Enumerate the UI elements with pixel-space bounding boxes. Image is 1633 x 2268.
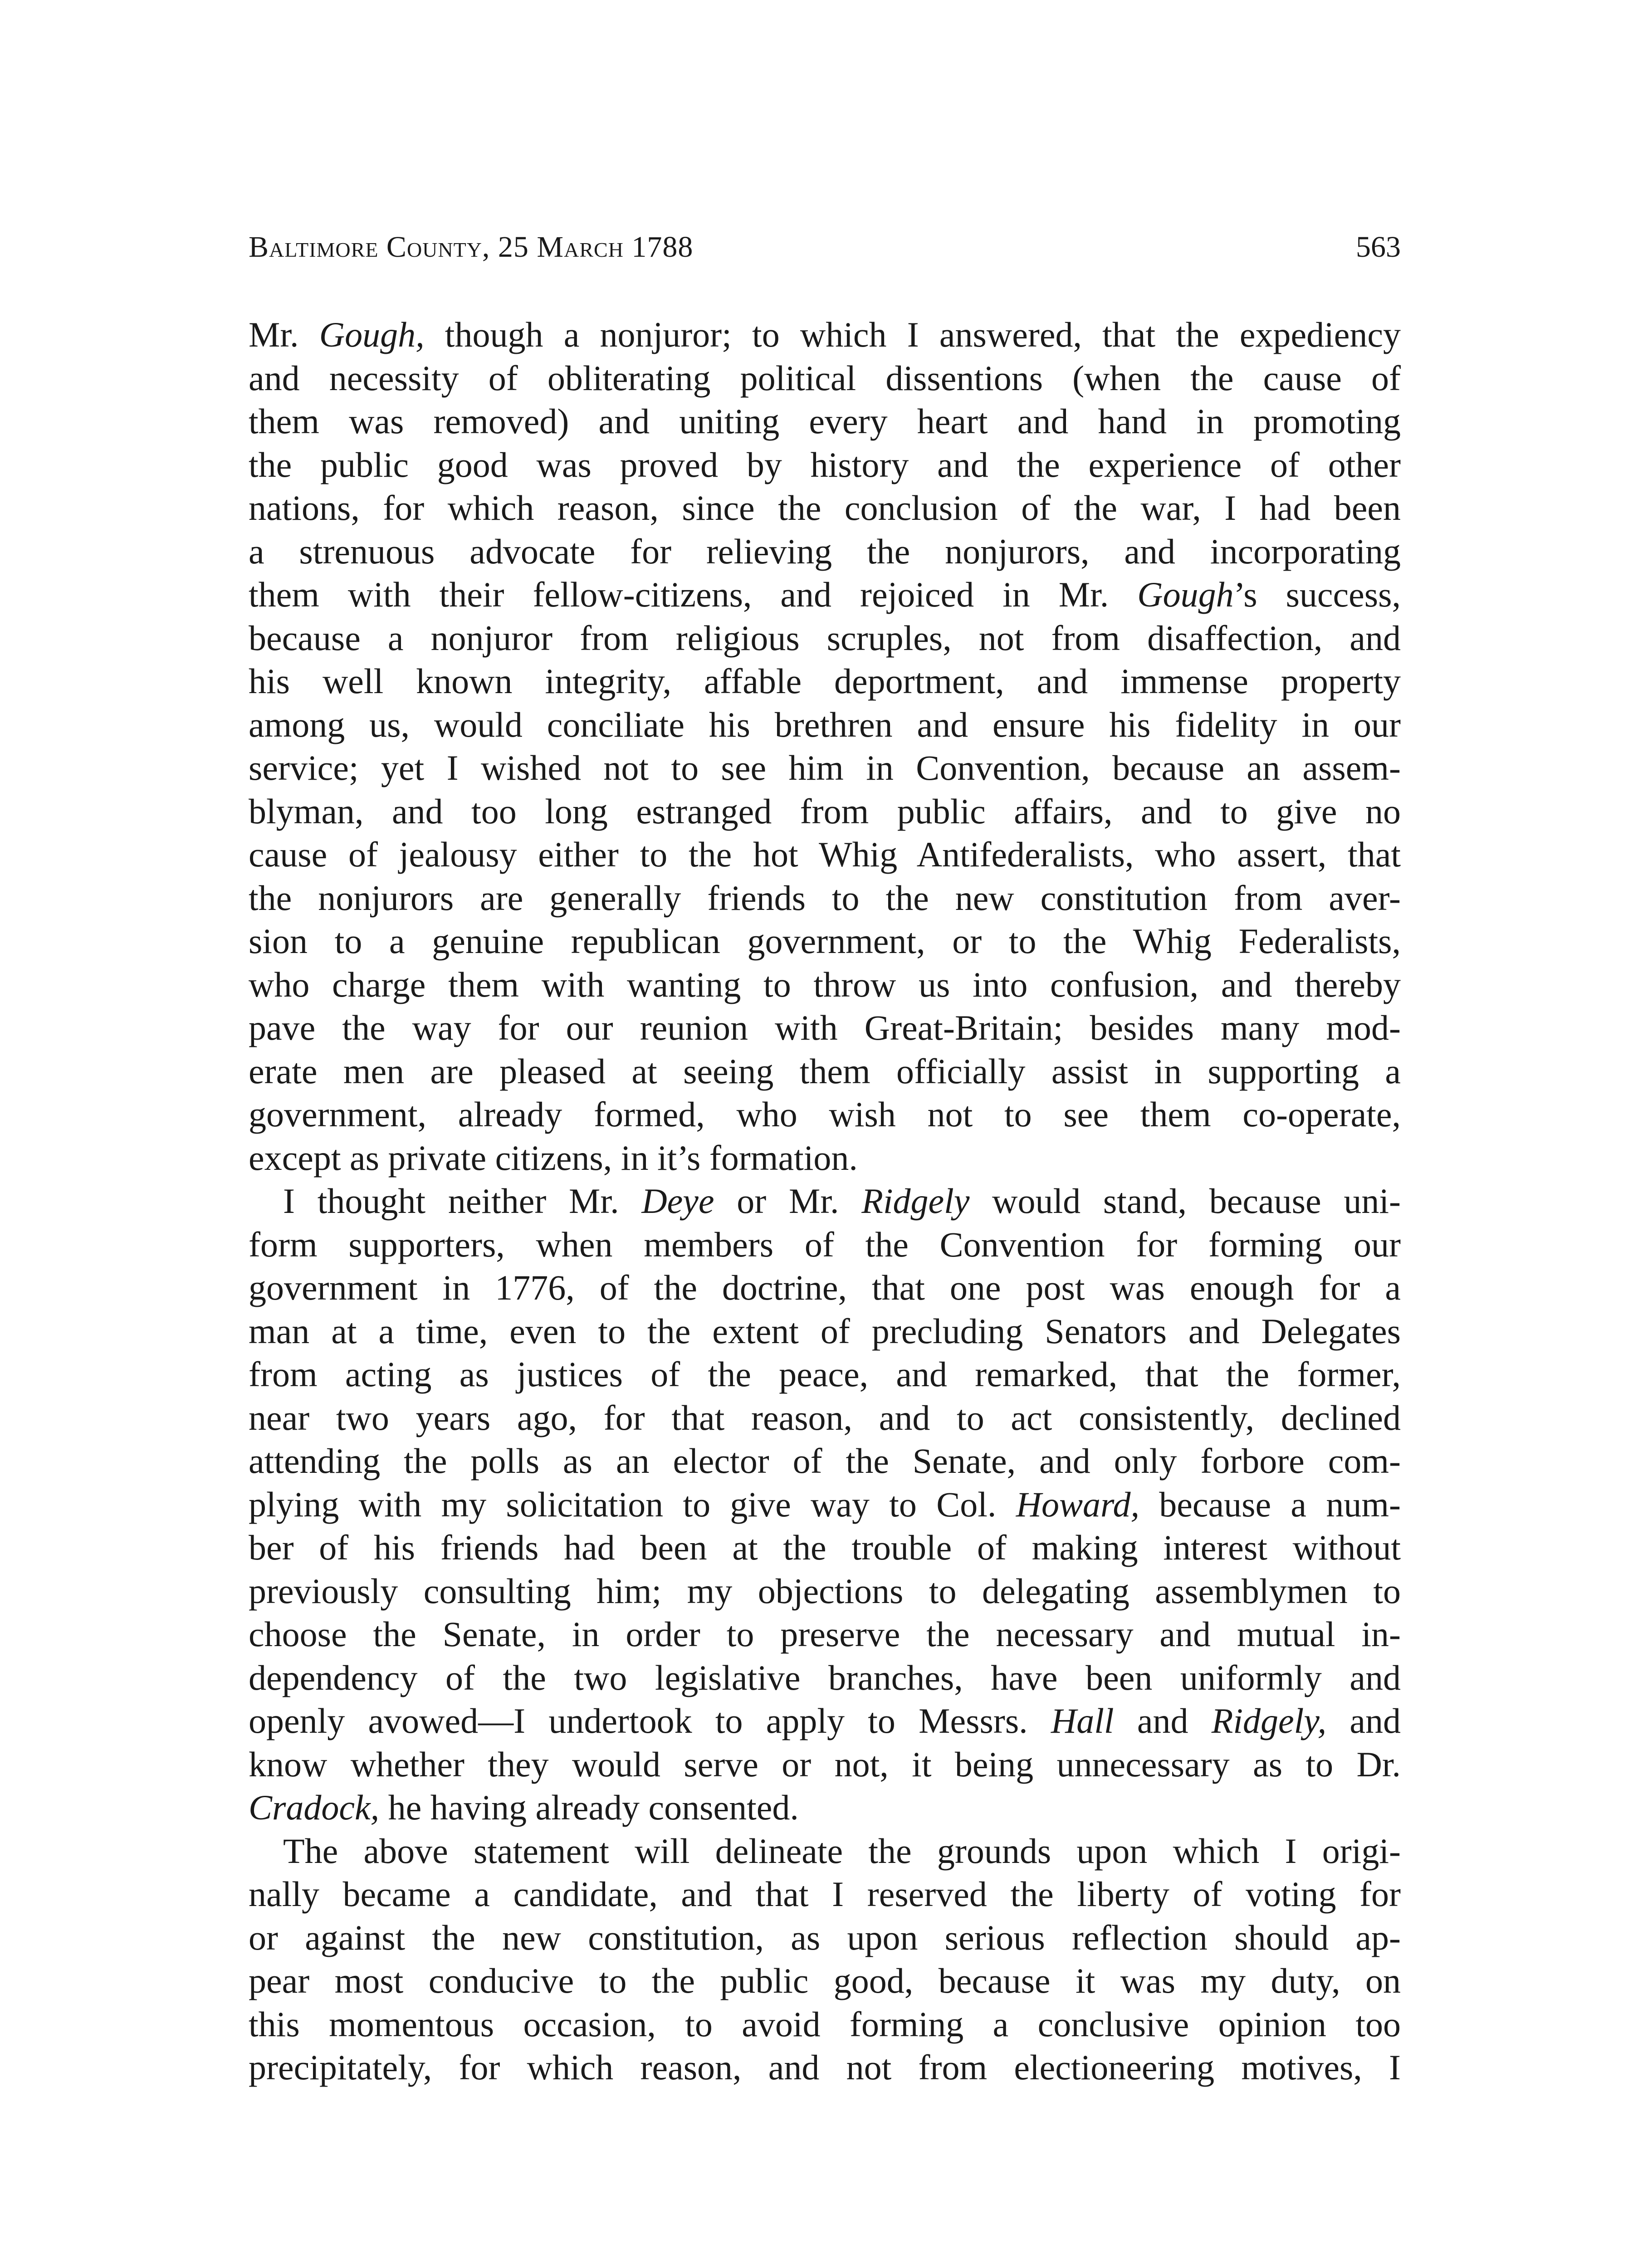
text-line: ber of his friends had been at the trouble of making interest without xyxy=(249,1528,1401,1567)
text-line: erate men are pleased at seeing them officially assist in supporting a xyxy=(249,1051,1401,1091)
text-line: I thought neither Mr. Deye or Mr. Ridgely would stand, because uni- xyxy=(283,1181,1401,1221)
text-line: previously consulting him; my objections to delegating assemblymen to xyxy=(249,1571,1401,1611)
text-line: The above statement will delineate the grounds upon which I origi- xyxy=(283,1831,1401,1871)
text-line: Cradock, he having already consented. xyxy=(249,1788,799,1827)
text-line: because a nonjuror from religious scruples, not from disaffection, and xyxy=(249,618,1401,658)
text-line: near two years ago, for that reason, and to act consistently, declined xyxy=(249,1398,1401,1437)
text-line: openly avowed—I undertook to apply to Messrs. Hall and Ridgely, and xyxy=(249,1701,1401,1740)
text-line: choose the Senate, in order to preserve the necessary and mutual in- xyxy=(249,1614,1401,1654)
text-line: cause of jealousy either to the hot Whig Antifederalists, who assert, that xyxy=(249,835,1401,874)
running-head xyxy=(249,225,1401,270)
text-line: service; yet I wished not to see him in Convention, because an assem- xyxy=(249,748,1401,787)
text-line: the nonjurors are generally friends to the new constitution from aver- xyxy=(249,878,1401,918)
text-line: them with their fellow-citizens, and rejoiced in Mr. Gough’s success, xyxy=(249,575,1401,614)
running-title: Baltimore County, 25 March 1788 xyxy=(249,230,694,264)
text-line: from acting as justices of the peace, and remarked, that the former, xyxy=(249,1354,1401,1394)
text-line: among us, would conciliate his brethren and ensure his fidelity in our xyxy=(249,704,1401,744)
text-line: except as private citizens, in it’s formation. xyxy=(249,1138,858,1178)
text-line: or against the new constitution, as upon serious reflection should ap- xyxy=(249,1917,1401,1957)
text-line: blyman, and too long estranged from public affairs, and to give no xyxy=(249,791,1401,831)
text-line: dependency of the two legislative branches, have been uniformly and xyxy=(249,1657,1401,1697)
text-line: this momentous occasion, to avoid forming a conclusive opinion too xyxy=(249,2004,1401,2044)
text-line: pave the way for our reunion with Great-Britain; besides many mod- xyxy=(249,1008,1401,1047)
text-line: plying with my solicitation to give way to Col. Howard, because a num- xyxy=(249,1484,1401,1524)
text-line: his well known integrity, affable deportment, and immense property xyxy=(249,661,1401,701)
text-line: Mr. Gough, though a nonjuror; to which I answered, that the expediency xyxy=(249,315,1401,354)
page-number: 563 xyxy=(1356,230,1401,264)
text-line: and necessity of obliterating political dissentions (when the cause of xyxy=(249,358,1401,398)
text-line: government, already formed, who wish not to see them co-operate, xyxy=(249,1095,1401,1134)
text-line: know whether they would serve or not, it being unnecessary as to Dr. xyxy=(249,1744,1401,1784)
text-line: the public good was proved by history and the experience of other xyxy=(249,445,1401,484)
text-line: nally became a candidate, and that I reserved the liberty of voting for xyxy=(249,1874,1401,1914)
text-line: government in 1776, of the doctrine, that one post was enough for a xyxy=(249,1268,1401,1307)
text-line: who charge them with wanting to throw us into confusion, and thereby xyxy=(249,964,1401,1004)
text-line: pear most conducive to the public good, because it was my duty, on xyxy=(249,1961,1401,2000)
text-line: nations, for which reason, since the conclusion of the war, I had been xyxy=(249,488,1401,528)
body-text xyxy=(249,313,1401,2089)
text-line: a strenuous advocate for relieving the nonjurors, and incorporating xyxy=(249,531,1401,571)
text-line: attending the polls as an elector of the Senate, and only forbore com- xyxy=(249,1441,1401,1481)
text-line: precipitately, for which reason, and not from electioneering motives, I xyxy=(249,2048,1401,2087)
text-line: man at a time, even to the extent of precluding Senators and Delegates xyxy=(249,1311,1401,1351)
text-line: them was removed) and uniting every heart and hand in promoting xyxy=(249,401,1401,441)
text-line: form supporters, when members of the Convention for forming our xyxy=(249,1224,1401,1264)
text-line: sion to a genuine republican government, or to the Whig Federalists, xyxy=(249,921,1401,961)
